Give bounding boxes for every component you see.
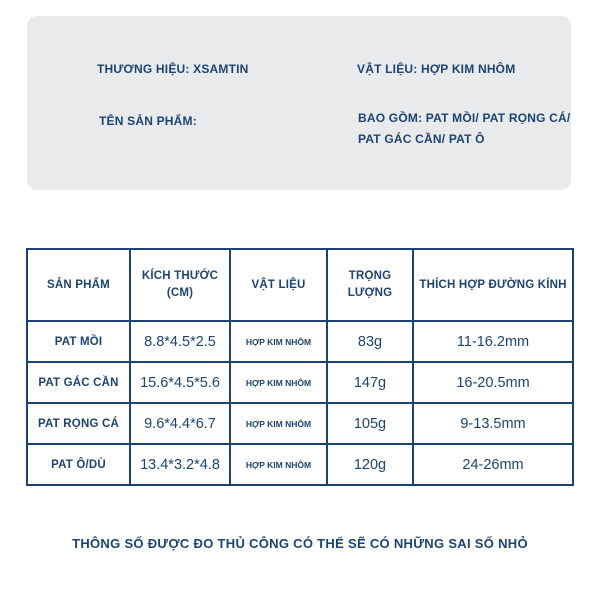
header-weight: TRỌNG LƯỢNG [327, 249, 413, 321]
row-diameter: 9-13.5mm [413, 403, 573, 444]
row-material: HỢP KIM NHÔM [230, 362, 327, 403]
row-size: 13.4*3.2*4.8 [130, 444, 230, 485]
row-product-name: PAT GÁC CẦN [27, 362, 130, 403]
table-row [27, 444, 573, 485]
row-size: 15.6*4.5*5.6 [130, 362, 230, 403]
row-diameter: 11-16.2mm [413, 321, 573, 362]
row-diameter: 16-20.5mm [413, 362, 573, 403]
row-material: HỢP KIM NHÔM [230, 403, 327, 444]
row-weight: 83g [327, 321, 413, 362]
row-product-name: PAT Ô/DÙ [27, 444, 130, 485]
row-product-name: PAT RỌNG CÁ [27, 403, 130, 444]
header-size-line2: (CM) [166, 287, 194, 299]
product-info-panel [27, 16, 571, 190]
row-material: HỢP KIM NHÔM [230, 444, 327, 485]
brand-label: THƯƠNG HIỆU: XSAMTIN [97, 62, 249, 76]
product-name-label: TÊN SẢN PHẨM: [99, 114, 197, 128]
header-diameter: THÍCH HỢP ĐƯỜNG KÍNH [413, 249, 573, 321]
row-product-name: PAT MỒI [27, 321, 130, 362]
measurement-disclaimer: THÔNG SỐ ĐƯỢC ĐO THỦ CÔNG CÓ THỂ SẼ CÓ NHỮNG SAI SỐ NHỎ [72, 536, 528, 551]
header-product: SẢN PHẨM [27, 249, 130, 321]
row-weight: 105g [327, 403, 413, 444]
row-weight: 147g [327, 362, 413, 403]
header-size [130, 249, 230, 321]
table-row [27, 362, 573, 403]
row-size: 9.6*4.4*6.7 [130, 403, 230, 444]
row-material: HỢP KIM NHÔM [230, 321, 327, 362]
row-size: 8.8*4.5*2.5 [130, 321, 230, 362]
table-row [27, 321, 573, 362]
material-label: VẬT LIỆU: HỢP KIM NHÔM [357, 62, 516, 76]
row-weight: 120g [327, 444, 413, 485]
table-header-row [27, 249, 573, 321]
header-size-line1: KÍCH THƯỚC [141, 270, 219, 282]
row-diameter: 24-26mm [413, 444, 573, 485]
table-row [27, 403, 573, 444]
specs-table [26, 248, 574, 486]
header-material: VẬT LIỆU [230, 249, 327, 321]
includes-label-line2: PAT GÁC CẦN/ PAT Ô [358, 132, 485, 146]
includes-label-line1: BAO GỒM: PAT MỒI/ PAT RỌNG CÁ/ [358, 111, 571, 125]
